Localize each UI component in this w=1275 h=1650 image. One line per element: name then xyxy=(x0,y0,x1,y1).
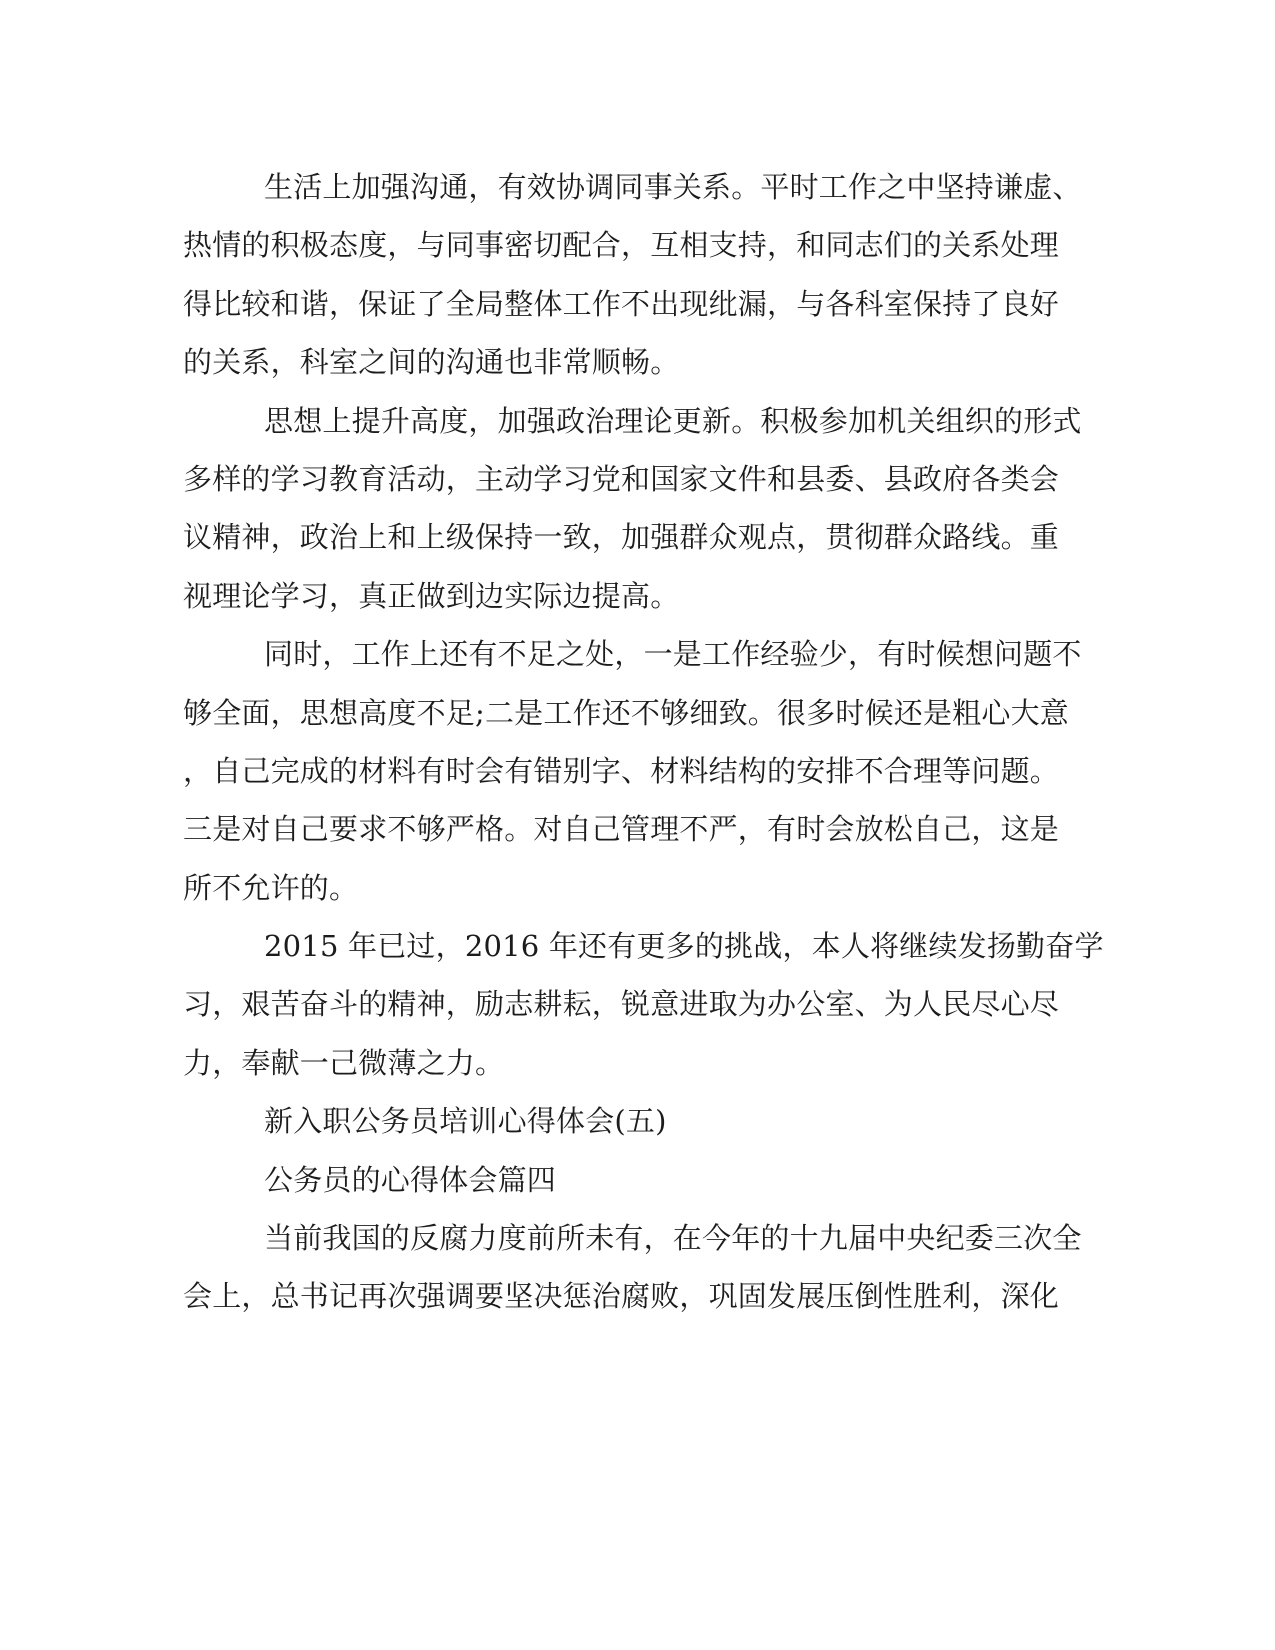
document-line: 思想上提升高度，加强政治理论更新。积极参加机关组织的形式 xyxy=(264,403,1082,438)
document-line: 得比较和谐，保证了全局整体工作不出现纰漏，与各科室保持了良好 xyxy=(183,286,1060,321)
document-line: 新入职公务员培训心得体会(五) xyxy=(264,1104,667,1139)
document-line: 多样的学习教育活动，主动学习党和国家文件和县委、县政府各类会 xyxy=(183,461,1060,496)
document-line: ，自己完成的材料有时会有错别字、材料结构的安排不合理等问题。 xyxy=(183,753,1060,788)
text-block xyxy=(183,158,1104,1326)
document-line: 力，奉献一己微薄之力。 xyxy=(183,1045,505,1080)
document-line: 够全面，思想高度不足;二是工作还不够细致。很多时候还是粗心大意 xyxy=(183,695,1069,730)
document-line: 当前我国的反腐力度前所未有，在今年的十九届中央纪委三次全 xyxy=(264,1221,1082,1256)
document-line: 视理论学习，真正做到边实际边提高。 xyxy=(183,578,680,613)
document-line: 议精神，政治上和上级保持一致，加强群众观点，贯彻群众路线。重 xyxy=(183,520,1060,555)
document-line: 生活上加强沟通，有效协调同事关系。平时工作之中坚持谦虚、 xyxy=(264,170,1082,204)
document-line: 所不允许的。 xyxy=(183,870,359,905)
document-line: 2015 年已过，2016 年还有更多的挑战，本人将继续发扬勤奋学 xyxy=(264,929,1104,964)
document-line: 热情的积极态度，与同事密切配合，互相支持，和同志们的关系处理 xyxy=(183,228,1060,263)
document-line: 公务员的心得体会篇四 xyxy=(264,1162,557,1197)
document-line: 三是对自己要求不够严格。对自己管理不严，有时会放松自己，这是 xyxy=(183,812,1060,847)
document-line: 同时，工作上还有不足之处，一是工作经验少，有时候想问题不 xyxy=(264,637,1082,672)
document-line: 的关系，科室之间的沟通也非常顺畅。 xyxy=(183,345,680,380)
document-line: 会上，总书记再次强调要坚决惩治腐败，巩固发展压倒性胜利，深化 xyxy=(183,1279,1060,1314)
document-line: 习，艰苦奋斗的精神，励志耕耘，锐意进取为办公室、为人民尽心尽 xyxy=(183,987,1060,1022)
